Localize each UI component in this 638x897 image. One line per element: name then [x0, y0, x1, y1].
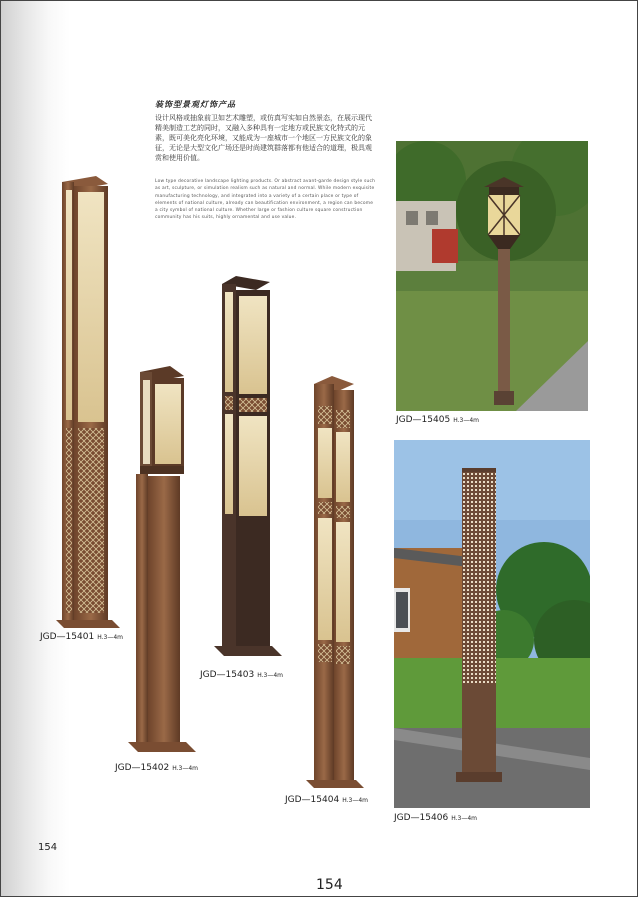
- lamp-jgd-15403: [214, 276, 282, 656]
- section-heading: 装饰型景观灯饰产品: [155, 100, 236, 109]
- product-height: H.3—4m: [172, 765, 198, 772]
- photo-jgd-15406: [394, 440, 590, 808]
- label-jgd-15404: [285, 795, 368, 805]
- label-jgd-15401: [40, 632, 123, 642]
- label-jgd-15406: [394, 813, 477, 823]
- product-code: JGD—15403: [200, 670, 255, 680]
- intro-english: Low type decorative landscape lighting products. Or abstract avant-garde design style such as art, sculpture, or simulation realism such as natural and normal. While modern exquisite manufacturing technology, and integrated into a variety of a certain place or type of elements of national culture, already can beautification environment, a region can become a city symbol of national culture. Whether large or fashion culture square construction community has his suits, highly ornamental and use value.: [155, 179, 376, 221]
- product-code: JGD—15404: [285, 795, 340, 805]
- product-height: H.3—4m: [257, 672, 283, 679]
- label-jgd-15405: [396, 415, 479, 425]
- product-code: JGD—15402: [115, 763, 170, 773]
- label-jgd-15403: [200, 670, 283, 680]
- product-height: H.3—4m: [451, 815, 477, 822]
- product-height: H.3—4m: [97, 634, 123, 641]
- product-code: JGD—15401: [40, 632, 95, 642]
- product-height: H.3—4m: [342, 797, 368, 804]
- lamp-jgd-15404: [306, 376, 364, 788]
- lamp-jgd-15402: [128, 366, 196, 752]
- product-height: H.3—4m: [453, 417, 479, 424]
- product-code: JGD—15405: [396, 415, 451, 425]
- page-number-bottom: 154: [316, 877, 343, 893]
- intro-chinese: 设计风格或抽象前卫如艺术雕塑，或仿真写实如自然景态，在展示现代精美制造工艺的同时，又融入多种具有一定地方或民族文化特式的元素，既可美化亮化环境，又能成为一座城市一个地区一方民族文化的象征，无论是大型文化广场还是时尚建筑群落都有他适合的道理，极具观赏和使用价值。: [155, 114, 372, 162]
- product-code: JGD—15406: [394, 813, 449, 823]
- photo-jgd-15405: [396, 141, 588, 411]
- label-jgd-15402: [115, 763, 198, 773]
- lamp-jgd-15401: [56, 176, 120, 628]
- page-number-left: 154: [38, 842, 58, 853]
